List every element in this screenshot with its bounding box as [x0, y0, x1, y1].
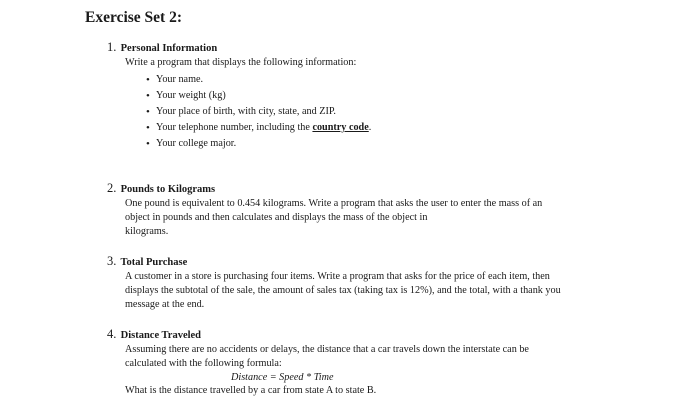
- exercise-number: 1.: [107, 40, 117, 54]
- exercise-body: [125, 270, 615, 311]
- body-line: object in pounds and then calculates and displays the mass of the object in: [125, 211, 428, 223]
- exercise-body: [125, 197, 615, 238]
- exercise-number: 4.: [107, 327, 117, 341]
- body-line: calculated with the following formula:: [125, 357, 282, 369]
- exercise-title: Distance Traveled: [120, 330, 202, 341]
- bullet-icon: •: [146, 121, 150, 134]
- exercise-heading: [107, 40, 667, 56]
- list-item: [146, 88, 615, 104]
- body-line: message at the end.: [125, 298, 205, 310]
- exercise-body: [125, 343, 615, 398]
- exercise-1: [107, 40, 667, 152]
- list-item-text: Your college major.: [156, 137, 237, 149]
- exercise-2: [107, 181, 667, 238]
- list-item-text: Your place of birth, with city, state, and ZIP.: [156, 105, 336, 117]
- list-item-text: Your weight (kg): [156, 89, 226, 101]
- formula: Distance = Speed * Time: [231, 371, 334, 383]
- list-item-suffix: .: [368, 121, 372, 133]
- exercise-intro: Write a program that displays the following information:: [125, 57, 357, 68]
- exercise-heading: [107, 181, 667, 197]
- body-line: kilograms.: [125, 225, 169, 237]
- body-line: displays the subtotal of the sale, the amount of sales tax (taking tax is 12%), and the total, with a thank you: [125, 284, 561, 296]
- bullet-icon: •: [146, 73, 150, 86]
- body-line: One pound is equivalent to 0.454 kilograms. Write a program that asks the user to enter the mass of an: [125, 198, 543, 209]
- exercise-3: [107, 254, 667, 311]
- list-item: [146, 120, 615, 136]
- list-item: [146, 104, 615, 120]
- exercise-heading: [107, 327, 667, 343]
- body-line: A customer in a store is purchasing four items. Write a program that asks for the price of each item, then: [125, 271, 550, 282]
- list-item-text: Your name.: [156, 73, 204, 85]
- bullet-list: [125, 72, 615, 152]
- exercise-4: [107, 327, 667, 398]
- question-line: What is the distance travelled by a car from state A to state B.: [125, 385, 377, 397]
- exercise-heading: [107, 254, 667, 270]
- page-title: Exercise Set 2:: [85, 9, 182, 26]
- exercise-title: Total Purchase: [120, 257, 188, 268]
- bullet-icon: •: [146, 89, 150, 102]
- list-item-text: Your telephone number, including the: [156, 121, 310, 133]
- exercise-title: Pounds to Kilograms: [120, 184, 216, 195]
- bullet-icon: •: [146, 137, 150, 150]
- emphasized-text: country code: [312, 121, 369, 133]
- bullet-icon: •: [146, 105, 150, 118]
- exercise-body: [125, 56, 615, 152]
- exercise-number: 2.: [107, 181, 117, 195]
- body-line: Assuming there are no accidents or delays, the distance that a car travels down the interstate can be: [125, 344, 529, 355]
- list-item: [146, 136, 615, 152]
- exercise-title: Personal Information: [120, 43, 218, 54]
- list-item: [146, 72, 615, 88]
- exercise-number: 3.: [107, 254, 117, 268]
